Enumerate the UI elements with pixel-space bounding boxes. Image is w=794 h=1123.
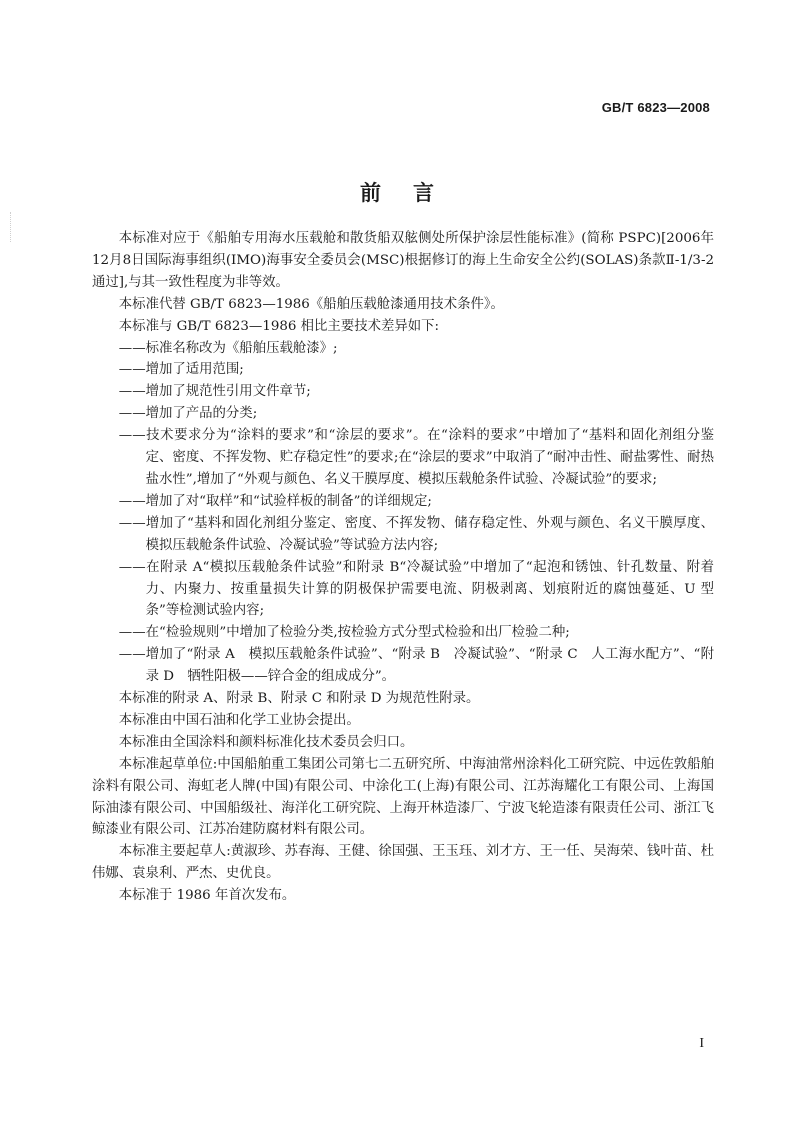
change-list-item: ——增加了“附录 A 模拟压载舱条件试验”、“附录 B 冷凝试验”、“附录 C 人工海水配方”、“附录 D 牺牲阳极——锌合金的组成成分”。 (118, 647, 714, 685)
paragraph: 本标准对应于《船舶专用海水压载舱和散货船双舷侧处所保护涂层性能标准》(简称 PSPC)[2006年12月8日国际海事组织(IMO)海事安全委员会(MSC)根据修订的海上生命安全公约(SOLAS)条款Ⅱ-1/3-2通过],与其一致性程度为非等效。 (92, 231, 714, 290)
change-list-item: ——增加了产品的分类; (118, 406, 258, 422)
foreword-body (92, 228, 714, 907)
paragraph: 本标准代替 GB/T 6823—1986《船舶压载舱漆通用技术条件》。 (118, 296, 504, 312)
paragraph: 本标准由全国涂料和颜料标准化技术委员会归口。 (118, 734, 414, 750)
paragraph: 本标准与 GB/T 6823—1986 相比主要技术差异如下: (118, 318, 440, 334)
page-title: 前言 (360, 181, 466, 206)
paragraph: 本标准主要起草人:黄淑珍、苏春海、王健、徐国强、王玉珏、刘才方、王一任、吴海荣、钱叶苗、杜伟娜、袁泉利、严杰、史优良。 (92, 844, 714, 882)
change-list-item: ——在“检验规则”中增加了检验分类,按检验方式分型式检验和出厂检验二种; (118, 625, 570, 641)
paragraph: 本标准的附录 A、附录 B、附录 C 和附录 D 为规范性附录。 (118, 691, 480, 707)
change-list-item: ——标准名称改为《船舶压载舱漆》; (118, 340, 338, 356)
change-list-item: ——增加了对“取样”和“试验样板的制备”的详细规定; (118, 493, 432, 509)
change-list-item: ——增加了规范性引用文件章节; (118, 384, 311, 400)
paragraph: 本标准由中国石油和化学工业协会提出。 (118, 712, 360, 728)
scan-margin-mark (10, 212, 17, 242)
paragraph: 本标准起草单位:中国船舶重工集团公司第七二五研究所、中海油常州涂料化工研究院、中远佐敦船舶涂料有限公司、海虹老人牌(中国)有限公司、中涂化工(上海)有限公司、江苏海耀化工有限公司、上海国际油漆有限公司、中国船级社、海洋化工研究院、上海开林造漆厂、宁波飞轮造漆有限责任公司、浙江飞鲸漆业有限公司、江苏冶建防腐材料有限公司。 (92, 756, 714, 838)
change-list-item: ——技术要求分为“涂料的要求”和“涂层的要求”。在“涂料的要求”中增加了“基料和固化剂组分鉴定、密度、不挥发物、贮存稳定性”的要求;在“涂层的要求”中取消了“耐冲击性、耐盐雾性、耐热盐水性”,增加了“外观与颜色、名义干膜厚度、模拟压载舱条件试验、冷凝试验”的要求; (118, 428, 714, 487)
change-list-item: ——增加了适用范围; (118, 362, 244, 378)
change-list-item: ——增加了“基料和固化剂组分鉴定、密度、不挥发物、储存稳定性、外观与颜色、名义干膜厚度、模拟压载舱条件试验、冷凝试验”等试验方法内容; (118, 515, 714, 553)
change-list-item: ——在附录 A“模拟压载舱条件试验”和附录 B“冷凝试验”中增加了“起泡和锈蚀、针孔数量、附着力、内聚力、按重量损失计算的阴极保护需要电流、阴极剥离、划痕附近的腐蚀蔓延、U 型条”等检测试验内容; (118, 559, 714, 619)
page-number: I (699, 1036, 704, 1051)
paragraph: 本标准于 1986 年首次发布。 (118, 888, 296, 904)
standard-code: GB/T 6823—2008 (601, 100, 710, 115)
